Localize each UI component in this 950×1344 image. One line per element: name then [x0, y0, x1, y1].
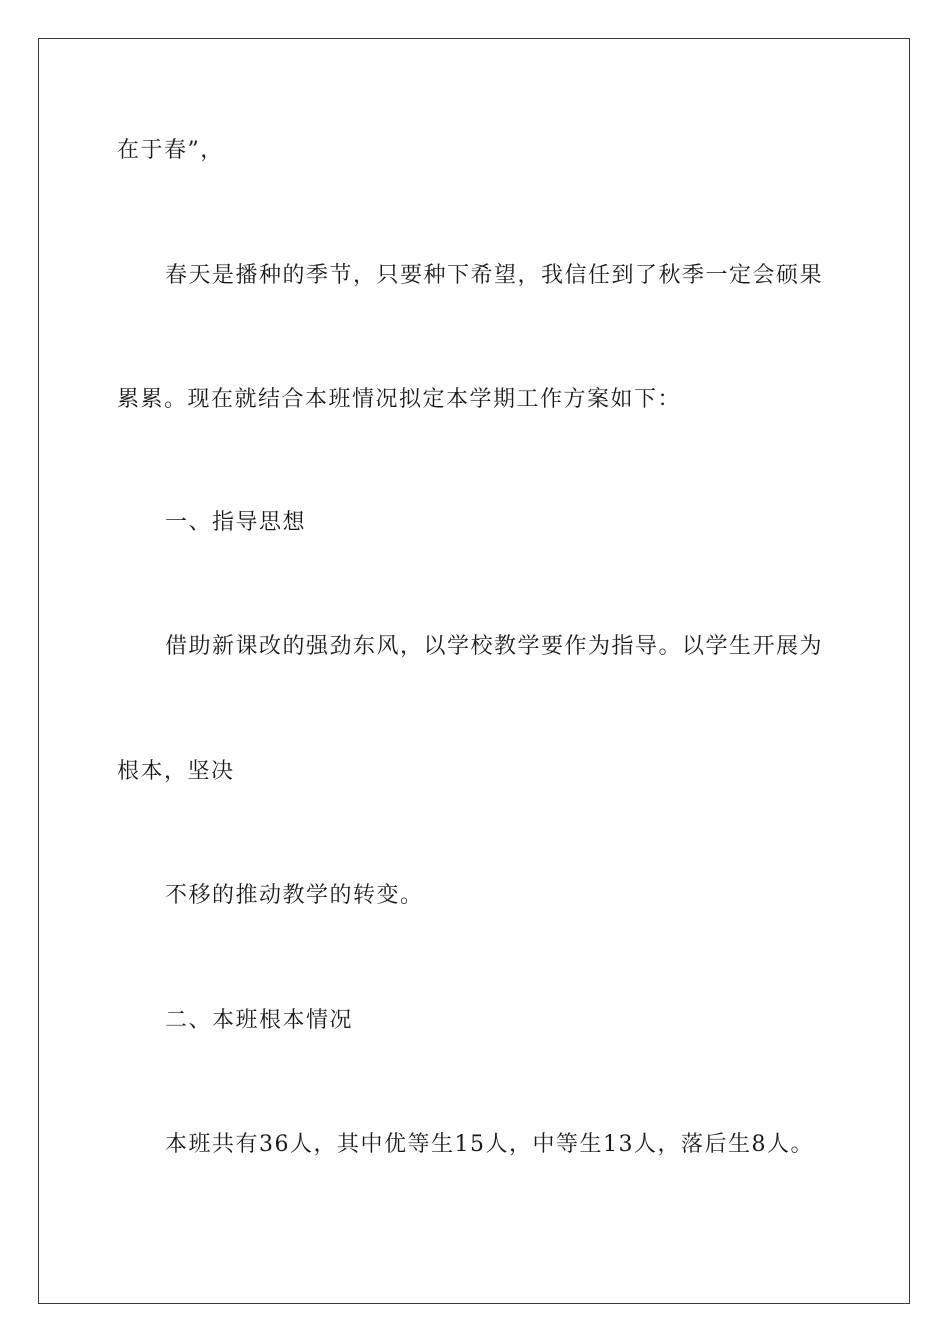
text-line: 借助新课改的强劲东风，以学校教学要作为指导。以学生开展为 — [165, 634, 824, 659]
text-line: 春天是播种的季节，只要种下希望，我信任到了秋季一定会硕果 — [165, 263, 824, 288]
section-heading: 二、本班根本情况 — [165, 1008, 354, 1033]
page-border — [38, 38, 910, 1304]
text-line: 不移的推动教学的转变。 — [165, 883, 424, 908]
text-line: 本班共有36人，其中优等生15人，中等生13人，落后生8人。 — [165, 1132, 814, 1157]
text-line: 累累。现在就结合本班情况拟定本学期工作方案如下： — [117, 387, 682, 412]
text-line: 根本，坚决 — [117, 759, 235, 784]
section-heading: 一、指导思想 — [165, 510, 307, 535]
text-line: 在于春”， — [117, 138, 224, 163]
